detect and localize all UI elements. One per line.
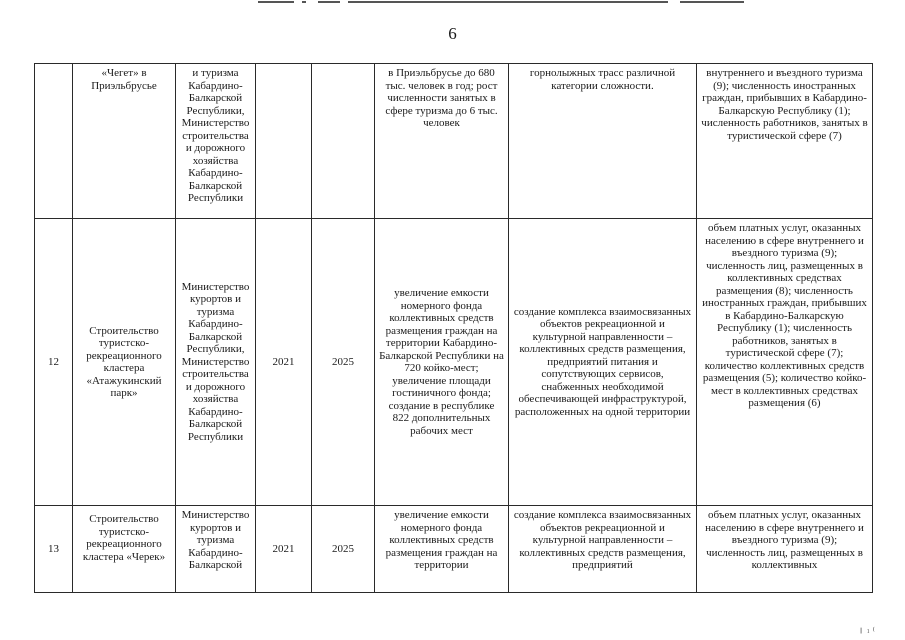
expected-result: в Приэльбрусье до 680 тыс. человек в год; рост численности занятых в сфере туризма до 6 тыс. человек — [375, 64, 509, 219]
table-row — [35, 64, 873, 219]
project-name: «Чегет» в Приэльбрусье — [73, 64, 176, 219]
related-indicators: внутреннего и въездного туризма (9); численность иностранных граждан, прибывших в Кабардино-Балкарскую Республику (1); численность работников, занятых в туристической сфере (7) — [697, 64, 873, 219]
end-year: 2025 — [312, 219, 375, 506]
expected-result: увеличение емкости номерного фонда коллективных средств размещения граждан на территории — [375, 506, 509, 593]
project-name: Строительство туристско-рекреационного кластера «Атажукинский парк» — [73, 219, 176, 506]
project-name: Строительство туристско-рекреационного кластера «Черек» — [73, 506, 176, 593]
start-year: 2021 — [256, 506, 312, 593]
expected-result: увеличение емкости номерного фонда коллективных средств размещения граждан на территории Кабардино-Балкарской Республики на 720 койко-мест; увеличение площади гостиничного фонда; создание в республике 822 дополнительных рабочих мест — [375, 219, 509, 506]
table-row — [35, 506, 873, 593]
row-number — [35, 64, 73, 219]
end-year: 2025 — [312, 506, 375, 593]
responsible-executor: Министерство курортов и туризма Кабардино-Балкарской Республики, Министерство строительства и дорожного хозяйства Кабардино-Балкарской Республики — [176, 219, 256, 506]
start-year — [256, 64, 312, 219]
start-year: 2021 — [256, 219, 312, 506]
project-description: создание комплекса взаимосвязанных объектов рекреационной и культурной направленности – коллективных средств размещения, предприятий — [509, 506, 697, 593]
project-description: создание комплекса взаимосвязанных объектов рекреационной и культурной направленности – коллективных средств размещения, предприятий питания и сопутствующих сервисов, снабженных необходимой обеспечивающей инфраструктурой, расположенных на одной территории — [509, 219, 697, 506]
row-number: 13 — [35, 506, 73, 593]
project-description: горнолыжных трасс различной категории сложности. — [509, 64, 697, 219]
table-row — [35, 219, 873, 506]
program-table — [34, 63, 873, 593]
page-top-edge — [0, 0, 905, 6]
page-number: 6 — [448, 24, 457, 43]
end-year — [312, 64, 375, 219]
row-number: 12 — [35, 219, 73, 506]
scan-artifact: ╷ ₁ ₍ — [858, 623, 875, 634]
related-indicators: объем платных услуг, оказанных населению в сфере внутреннего и въездного туризма (9); численность лиц, размещенных в коллективных — [697, 506, 873, 593]
responsible-executor: Министерство курортов и туризма Кабардино-Балкарской — [176, 506, 256, 593]
responsible-executor: и туризма Кабардино-Балкарской Республики, Министерство строительства и дорожного хозяйства Кабардино-Балкарской Республики — [176, 64, 256, 219]
related-indicators: объем платных услуг, оказанных населению в сфере внутреннего и въездного туризма (9); численность лиц, размещенных в коллективных средствах размещения (8); численность иностранных граждан, прибывших в Кабардино-Балкарскую Республику (1); численность работников, занятых в туристической сфере (7); количество коллективных средств размещения (5); количество койко-мест в коллективных средствах размещения (6) — [697, 219, 873, 506]
